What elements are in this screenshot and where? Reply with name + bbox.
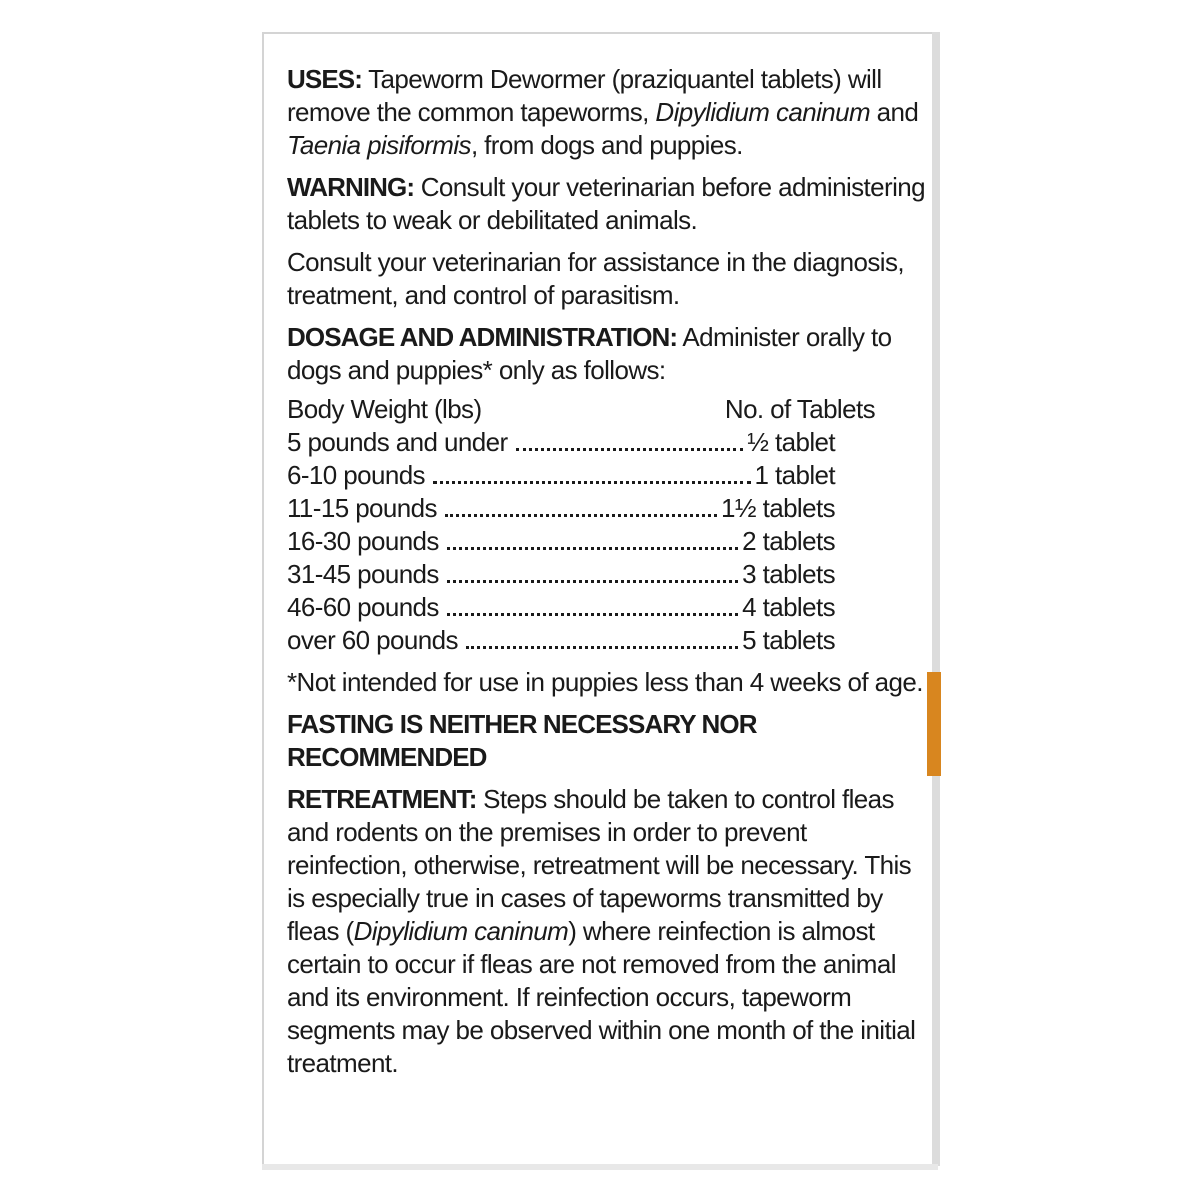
dose-row	[287, 426, 835, 459]
dose-weight: 11-15 pounds	[287, 493, 437, 523]
col-body-weight: Body Weight (lbs)	[287, 394, 482, 424]
dose-weight: 31-45 pounds	[287, 559, 439, 589]
orange-accent-stripe	[927, 672, 941, 776]
uses-paragraph	[287, 63, 927, 162]
dose-row	[287, 459, 835, 492]
dose-amount: 2 tablets	[742, 526, 835, 556]
footnote: *Not intended for use in puppies less than 4 weeks of age.	[287, 667, 923, 697]
label-text	[287, 63, 927, 1089]
dose-amount: ½ tablet	[747, 427, 835, 457]
dot-leader	[466, 625, 738, 649]
species-taenia: Taenia pisiformis	[287, 130, 471, 160]
dose-weight: 5 pounds and under	[287, 427, 508, 457]
uses-text-2: and	[870, 97, 919, 127]
dose-row	[287, 558, 835, 591]
dosage-text: Administer orally to dogs and puppies* only as follows:	[287, 322, 892, 385]
dose-amount: 4 tablets	[742, 592, 835, 622]
dose-weight: over 60 pounds	[287, 625, 458, 655]
dose-row	[287, 624, 835, 657]
warning-heading: WARNING:	[287, 172, 415, 202]
dot-leader	[447, 559, 738, 583]
dose-weight: 16-30 pounds	[287, 526, 439, 556]
uses-text-3: , from dogs and puppies.	[470, 130, 743, 160]
dot-leader	[447, 526, 738, 550]
dose-table-header	[287, 393, 875, 426]
dose-amount: 5 tablets	[742, 625, 835, 655]
retreatment-text-1: Steps should be taken to control fleas and rodents on the premises in order to prevent reinfection, otherwise, retreatment will be necessary. This is especially true in cases of tapeworms transmitted by fleas (	[287, 784, 912, 946]
dose-row	[287, 591, 835, 624]
dose-amount: 1 tablet	[754, 460, 835, 490]
species-dipylidium-2: Dipylidium caninum	[353, 916, 569, 946]
col-no-of-tablets: No. of Tablets	[724, 394, 875, 424]
dose-table	[287, 393, 927, 657]
warning-paragraph	[287, 171, 927, 237]
package-side-edge	[932, 32, 940, 1166]
fasting-notice: FASTING IS NEITHER NECESSARY NOR RECOMMENDED	[287, 709, 757, 772]
dot-leader	[516, 427, 744, 451]
uses-text-1: Tapeworm Dewormer (praziquantel tablets) will remove the common tapeworms,	[287, 64, 882, 127]
consult-paragraph: Consult your veterinarian for assistance in the diagnosis, treatment, and control of parasitism.	[287, 247, 904, 310]
dose-weight: 46-60 pounds	[287, 592, 439, 622]
retreatment-text-2: ) where reinfection is almost certain to occur if fleas are not removed from the animal and its environment. If reinfection occurs, tapeworm segments may be observed within one month of the initial treatment.	[287, 916, 916, 1078]
dose-weight: 6-10 pounds	[287, 460, 425, 490]
dosage-heading: DOSAGE AND ADMINISTRATION:	[287, 322, 678, 352]
retreatment-paragraph	[287, 783, 927, 1080]
uses-heading: USES:	[287, 64, 362, 94]
dose-amount: 1½ tablets	[721, 493, 835, 523]
dose-row	[287, 492, 835, 525]
warning-text: Consult your veterinarian before administering tablets to weak or debilitated animals.	[287, 172, 925, 235]
species-dipylidium: Dipylidium caninum	[655, 97, 871, 127]
dot-leader	[433, 460, 751, 484]
retreatment-heading: RETREATMENT:	[287, 784, 477, 814]
dot-leader	[447, 592, 738, 616]
package-bottom-edge	[262, 1164, 938, 1170]
dose-amount: 3 tablets	[742, 559, 835, 589]
dot-leader	[445, 493, 717, 517]
dosage-paragraph	[287, 321, 927, 387]
dose-row	[287, 525, 835, 558]
